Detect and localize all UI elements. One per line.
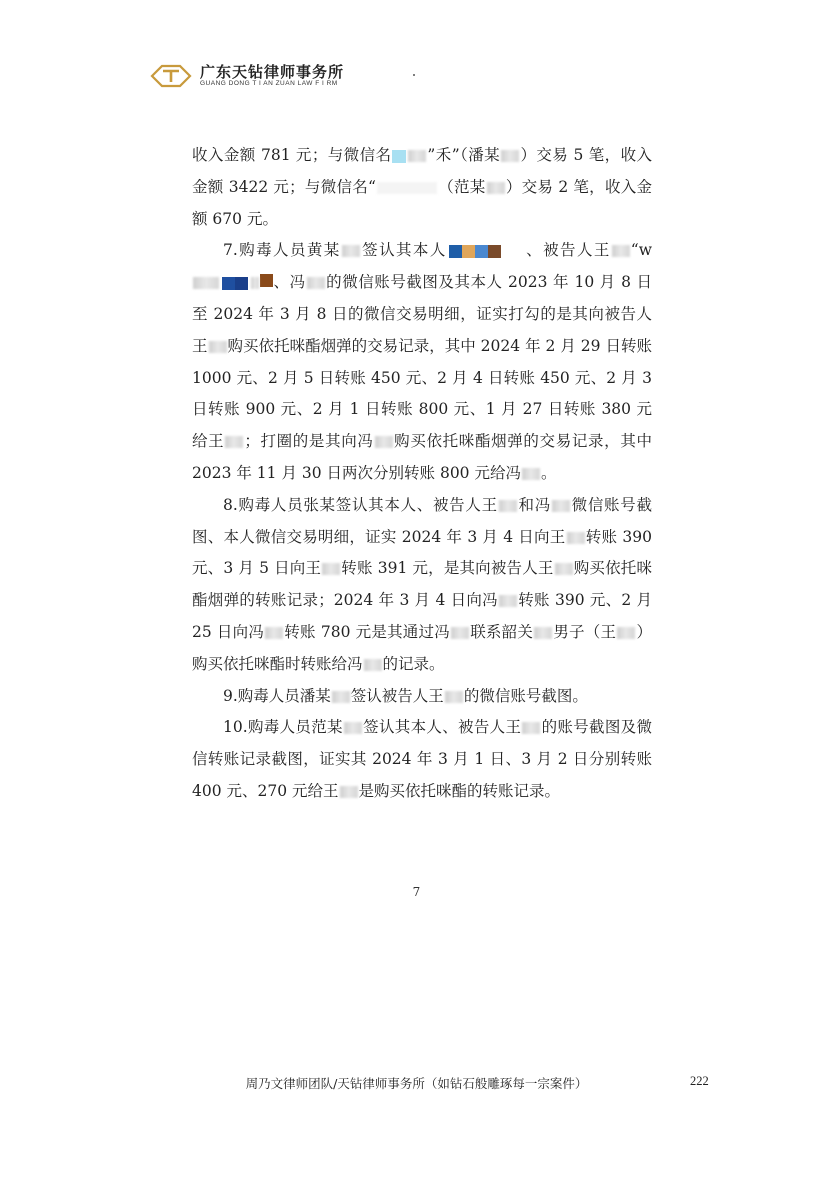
text-run: “w: [630, 241, 652, 260]
redaction-mask: [364, 659, 382, 671]
redaction-mask: [340, 786, 358, 798]
redaction-mask: [567, 532, 585, 544]
text-run: ；打圈的是其向冯: [244, 432, 374, 451]
paragraph-9: [192, 681, 652, 713]
redaction-mask: [522, 468, 540, 480]
redaction-mask: [499, 500, 517, 512]
redaction-mask: [617, 627, 635, 639]
text-run: 转账 390 元、3 月 5 日向王: [192, 527, 653, 578]
paragraph-continuation: [192, 140, 652, 235]
redaction-mask: [552, 500, 570, 512]
text-run: 微信账号截图、本人微信交易明细，证实 2024 年 3 月 4 日向王: [192, 495, 652, 546]
text-run: 的微信账号截图。: [463, 686, 588, 705]
footer-page-number: 222: [690, 1074, 709, 1088]
text-run: ）购买依托咪酯时转账给冯: [192, 622, 652, 673]
redaction-mask: [344, 722, 362, 734]
text-run: [222, 277, 235, 290]
text-run: 10.购毒人员范某: [223, 718, 343, 737]
redaction-mask: [222, 277, 248, 290]
text-run: 、被告人王: [524, 241, 611, 260]
paragraph-10: [192, 712, 652, 807]
redaction-mask: [522, 722, 540, 734]
header-dot: [413, 74, 415, 76]
text-run: ”: [427, 146, 436, 164]
redaction-mask: [209, 341, 227, 353]
text-run: 9.购毒人员潘某: [223, 686, 331, 705]
redaction-mask: [193, 277, 219, 289]
text-run: 和冯: [517, 495, 551, 514]
text-run: ）交易 5 笔，收入金额 3422 元；与微信名“: [192, 146, 652, 196]
redaction-mask: [260, 274, 273, 287]
text-run: 转账 391 元，是其向被告人王: [341, 559, 554, 578]
letterhead: [150, 62, 344, 90]
text-run: [449, 245, 462, 258]
text-run: 购买依托咪酯烟弹的交易记录，其中 2024 年 2 月 29 日转账 1000 元、2 月 5 日转账 450 元、2 月 4 日转账 450 元、2 月 3 日转账 900 元、2 月 1 日转账 800 元、1 月 27 日转账 380 元给王: [192, 336, 652, 451]
text-run: 联系韶关: [469, 622, 534, 641]
redaction-mask: [265, 627, 283, 639]
text-run: 购买依托咪酯烟弹的转账记录；2024 年 3 月 4 日向冯: [192, 559, 652, 610]
redaction-mask: [251, 277, 259, 289]
text-run: 是购买依托咪酯的转账记录。: [358, 781, 561, 800]
firm-name-cn: 广东天钻律师事务所: [200, 62, 345, 81]
text-run: 禾”（潘某: [435, 146, 501, 164]
text-run: 的微信账号截图及其本人 2023 年 10 月 8 日至 2024 年 3 月 8 日的微信交易明细，证实打勾的是其向被告人王: [192, 273, 652, 355]
text-run: 7.购毒人员黄某: [223, 241, 341, 260]
text-run: 的记录。: [382, 654, 445, 673]
text-run: [475, 245, 488, 258]
text-run: 签认被告人王: [350, 686, 444, 705]
redaction-mask: [332, 691, 350, 703]
text-run: 收入金额 781 元；与微信名: [192, 146, 392, 164]
text-run: 的账号截图及微信转账记录截图，证实其 2024 年 3 月 1 日、3 月 2 日分别转账 400 元、270 元给王: [192, 718, 652, 800]
redaction-mask: [555, 563, 573, 575]
text-run: [488, 245, 501, 258]
text-run: 签认其本人: [360, 241, 447, 260]
text-run: 、冯: [273, 273, 306, 292]
redaction-mask: [534, 627, 552, 639]
redaction-mask: [322, 563, 340, 575]
page-number: 7: [412, 885, 421, 899]
redaction-mask: [392, 150, 406, 163]
redaction-mask: [612, 245, 630, 257]
redaction-mask: [307, 277, 325, 289]
redaction-mask: [451, 627, 469, 639]
redaction-mask: [445, 691, 463, 703]
text-run: 。: [540, 463, 557, 482]
redaction-mask: [504, 245, 524, 257]
text-run: 男子（王: [553, 622, 617, 641]
text-run: 8.购毒人员张某签认其本人、被告人王: [223, 495, 498, 514]
redaction-mask: [375, 436, 393, 448]
text-run: （范某: [437, 177, 486, 196]
text-run: [462, 245, 475, 258]
document-body: [192, 140, 652, 808]
redaction-mask: [377, 182, 437, 194]
redaction-mask: [408, 150, 426, 162]
firm-name-en: GUANG DONG T I AN ZUAN LAW F I RM: [200, 79, 338, 87]
text-run: 购买依托咪酯烟弹的交易记录，其中 2023 年 11 月 30 日两次分别转账 800 元给冯: [192, 432, 652, 482]
redaction-mask: [449, 245, 501, 258]
footer-text: 周乃文律师团队/天钻律师事务所（如钻石般雕琢每一宗案件）: [245, 1076, 588, 1091]
paragraph-8: [192, 490, 652, 681]
redaction-mask: [499, 595, 517, 607]
redaction-mask: [225, 436, 243, 448]
text-run: 转账 780 元是其通过冯: [284, 622, 450, 641]
text-run: ）交易 2 笔，收入金额 670 元。: [192, 177, 652, 228]
text-run: 签认其本人、被告人王: [362, 718, 522, 737]
firm-logo-icon: [150, 63, 192, 89]
redaction-mask: [501, 150, 519, 162]
text-run: 转账 390 元、2 月 25 日向冯: [192, 591, 652, 641]
redaction-mask: [342, 245, 360, 257]
text-run: [235, 277, 248, 290]
paragraph-7: [192, 235, 652, 489]
redaction-mask: [487, 182, 505, 194]
firm-name: [200, 62, 345, 88]
